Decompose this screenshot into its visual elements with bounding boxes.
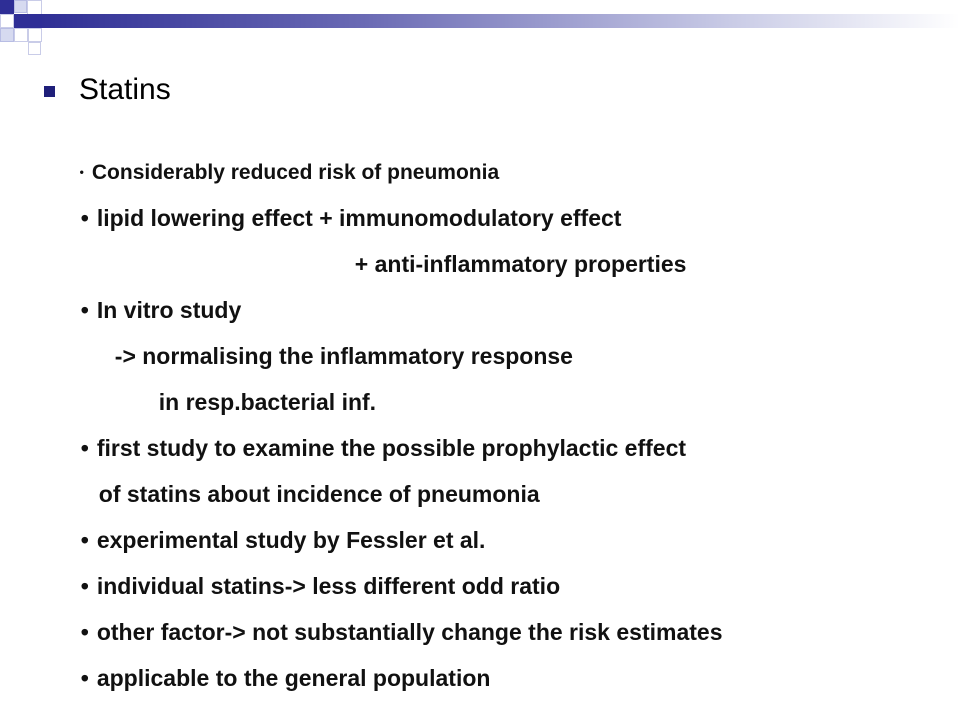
line-text: in resp.bacterial inf. (158, 389, 377, 415)
bullet-icon: • (80, 665, 89, 691)
line-text: other factor-> not substantially change the risk estimates (96, 619, 723, 645)
line-text: applicable to the general population (96, 665, 491, 691)
bullet-icon: • (80, 297, 89, 323)
line-text: experimental study by Fessler et al. (96, 527, 486, 553)
line-text: of statins about incidence of pneumonia (98, 481, 540, 507)
decorative-square (28, 14, 42, 28)
decorative-square (0, 14, 14, 28)
body-line (68, 636, 490, 692)
decorative-square (0, 0, 14, 14)
line-text: In vitro study (96, 297, 242, 323)
decorative-square (28, 42, 41, 55)
decorative-square (14, 14, 28, 28)
line-text: + anti-inflammatory properties (354, 251, 687, 277)
slide-title: Statins (79, 73, 171, 106)
bullet-icon: • (80, 573, 89, 599)
line-text: lipid lowering effect + immunomodulatory effect (96, 205, 622, 231)
bullet-icon: • (80, 435, 89, 461)
bullet-icon: • (80, 527, 89, 553)
line-text: individual statins-> less different odd ratio (96, 573, 561, 599)
bullet-icon: • (79, 165, 84, 179)
decorative-square (28, 28, 42, 42)
title-bullet-square-icon (44, 86, 55, 97)
line-text: first study to examine the possible prophylactic effect (96, 435, 687, 461)
decorative-square (0, 28, 14, 42)
decorative-square (27, 0, 42, 15)
bullet-icon: • (80, 205, 89, 231)
decorative-square (14, 28, 28, 42)
header-gradient-bar (42, 14, 960, 28)
line-text: -> normalising the inflammatory response (114, 343, 573, 369)
decorative-square (14, 0, 27, 13)
bullet-icon: • (80, 619, 89, 645)
line-text: Considerably reduced risk of pneumonia (91, 161, 500, 184)
body-line (342, 222, 686, 278)
slide-title-row (44, 68, 171, 112)
